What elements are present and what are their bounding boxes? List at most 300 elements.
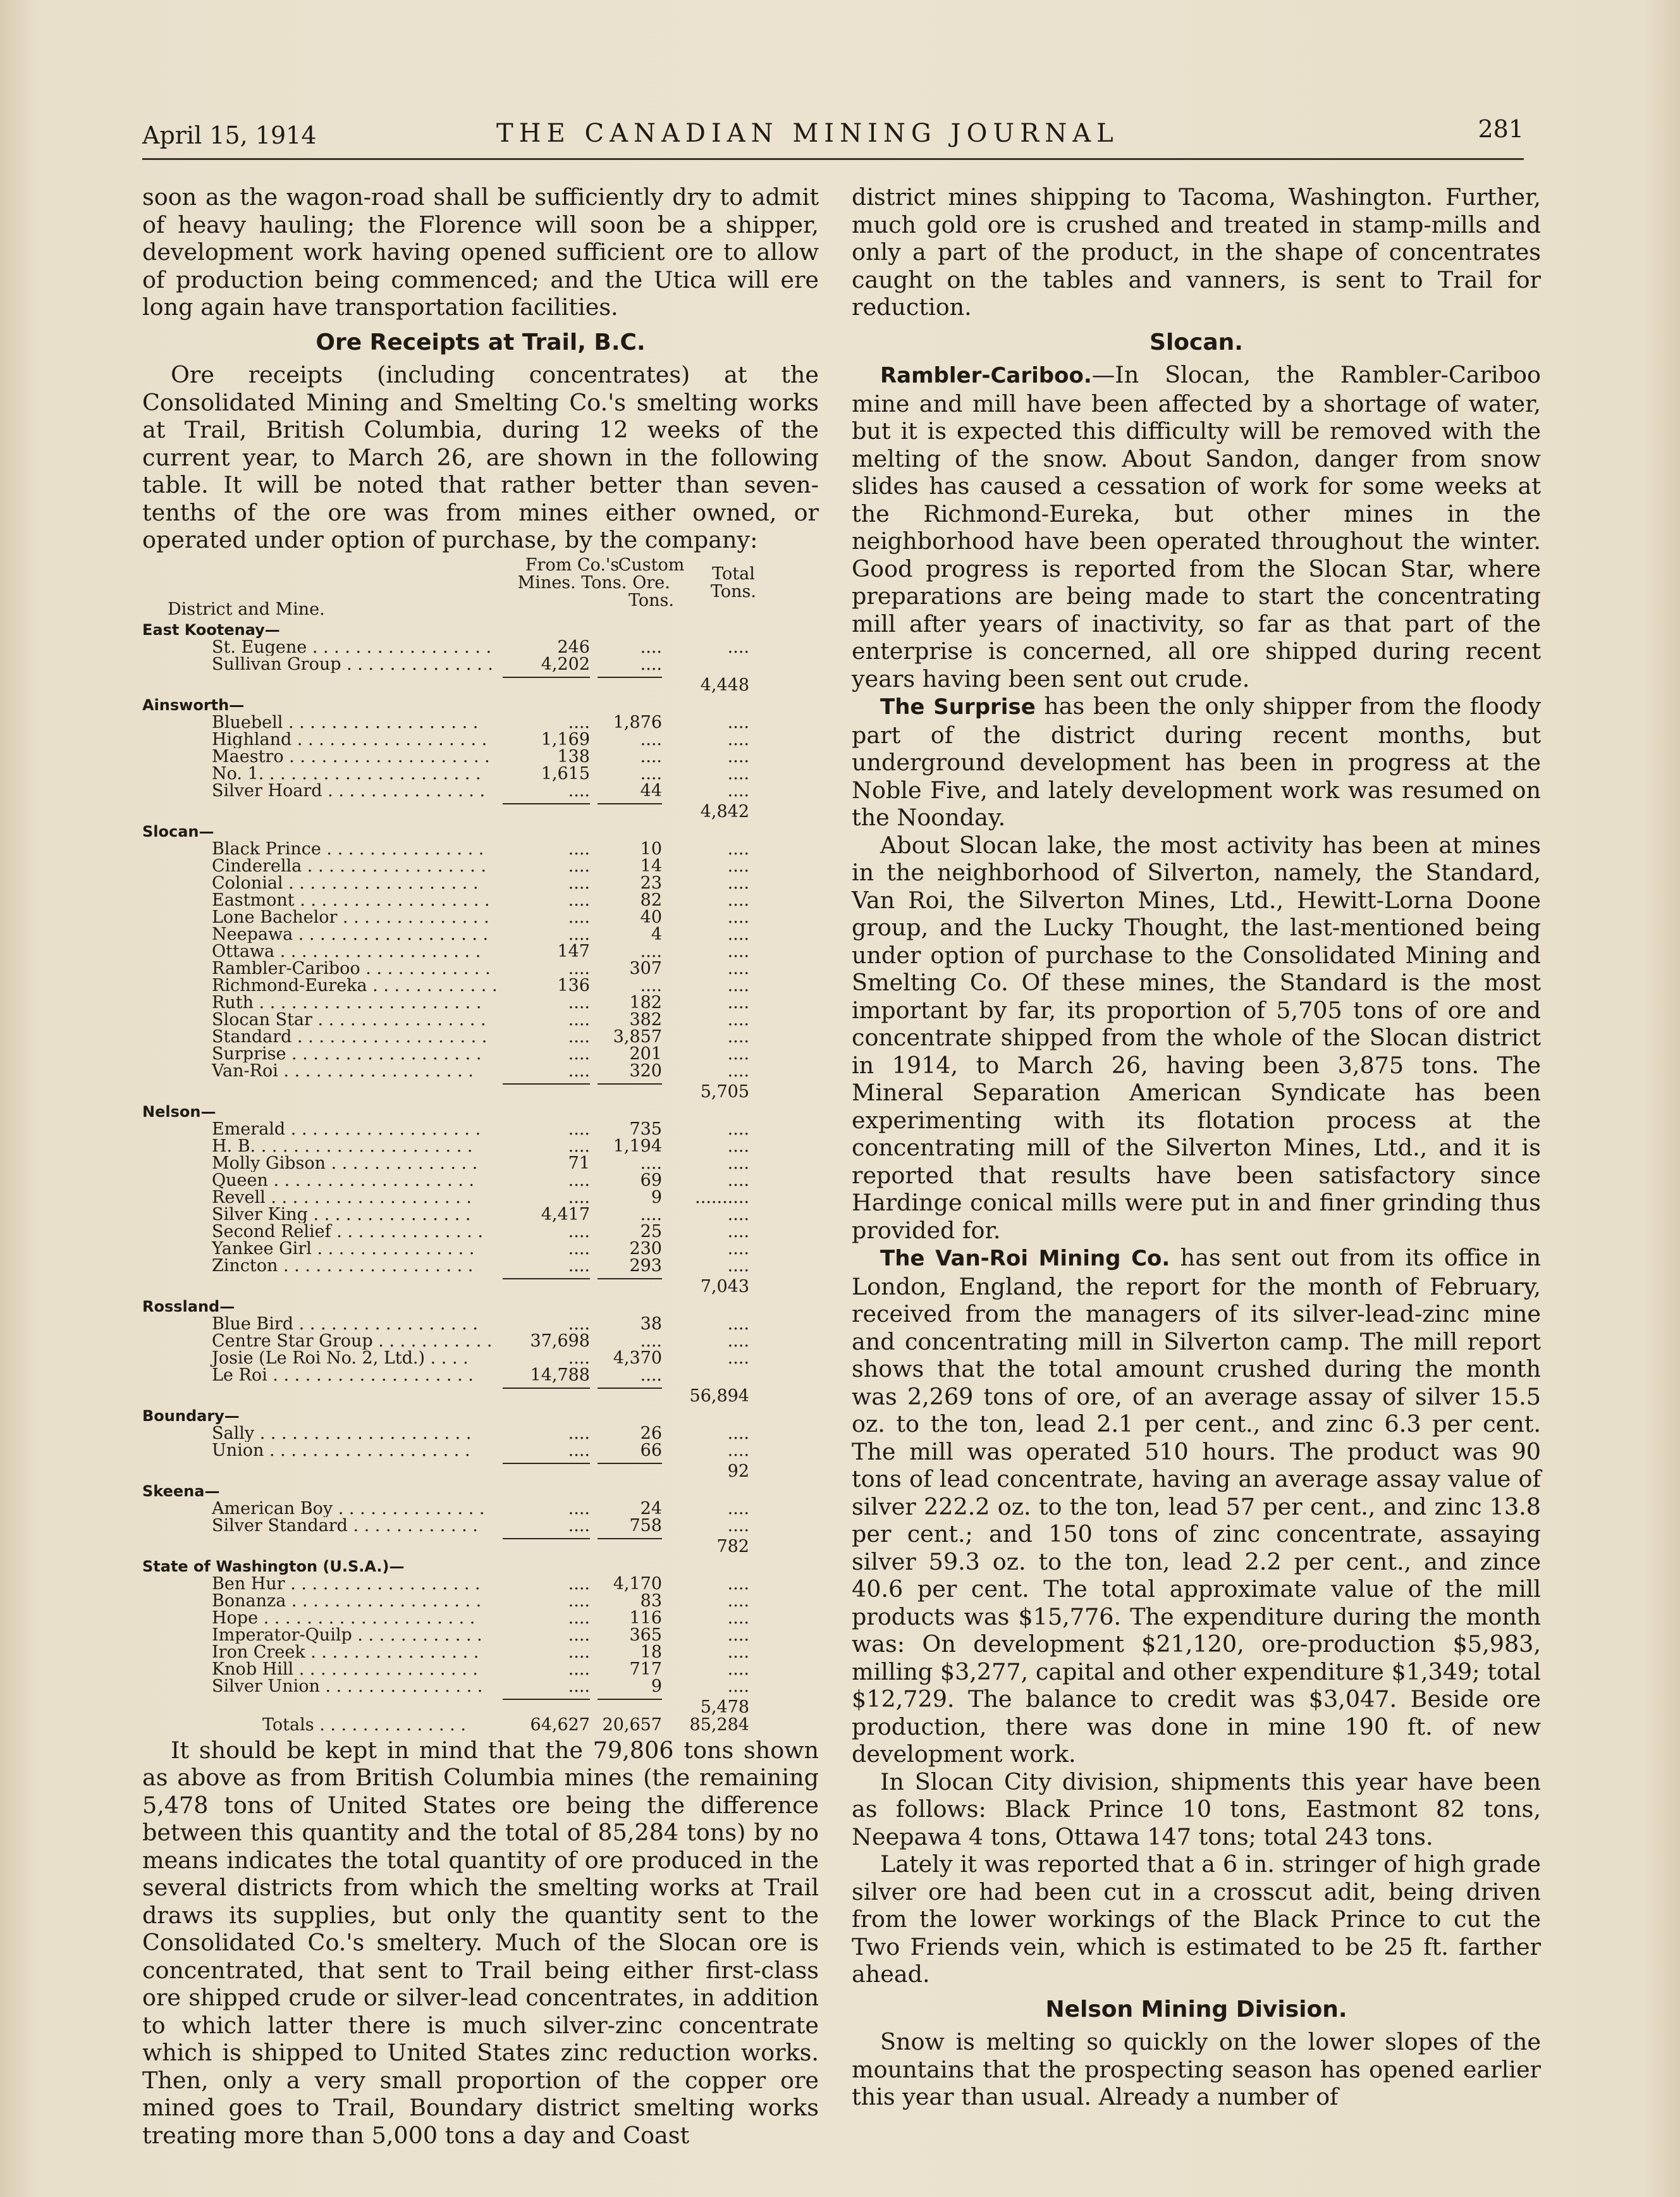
total-tons: .......... xyxy=(695,1187,749,1207)
subtotal-rule-mines xyxy=(503,1274,598,1293)
mine-name: Maestro . . . . . . . . . . . . . . . . . . . xyxy=(212,748,490,765)
custom-tons: 1,876 xyxy=(613,712,662,732)
subtotal-rule-custom xyxy=(598,799,667,818)
surprise-paragraph xyxy=(852,692,1541,832)
custom-tons: .... xyxy=(640,729,662,749)
custom-tons: 3,857 xyxy=(613,1026,662,1047)
custom-tons: 307 xyxy=(629,958,662,978)
mine-name: Ruth . . . . . . . . . . . . . . . . . . . . . xyxy=(212,994,482,1011)
subtotal-value: 4,448 xyxy=(700,675,749,695)
custom-tons: 4,370 xyxy=(613,1348,662,1368)
table-row xyxy=(142,943,819,960)
district-group-heading: Skeena— xyxy=(142,1482,220,1500)
subtotal-rule-mines xyxy=(503,673,598,692)
table-row xyxy=(142,926,819,943)
custom-tons: 24 xyxy=(640,1498,662,1518)
subtotal-spacer xyxy=(142,1534,503,1553)
custom-tons: 44 xyxy=(640,780,662,801)
rule-line xyxy=(503,1699,590,1700)
mine-name: Union . . . . . . . . . . . . . . . . . . . xyxy=(212,1441,470,1459)
mines-tons: 1,169 xyxy=(541,729,590,749)
subtotal-row xyxy=(142,1695,819,1717)
table-row xyxy=(142,714,819,731)
table-row xyxy=(142,782,819,799)
table-row xyxy=(142,1575,819,1592)
total-tons: .... xyxy=(727,1043,749,1064)
table-row xyxy=(142,748,819,765)
table-row xyxy=(142,1315,819,1332)
total-tons: .... xyxy=(727,975,749,995)
subtotal-spacer xyxy=(142,1080,503,1098)
subtotal-rule-mines xyxy=(503,1459,598,1478)
table-row xyxy=(142,840,819,858)
mine-name: Hope . . . . . . . . . . . . . . . . . . . . xyxy=(212,1609,475,1627)
mine-name: Silver King . . . . . . . . . . . . . . . xyxy=(212,1205,471,1223)
table-row xyxy=(142,977,819,994)
totals-mines: 64,627 xyxy=(530,1714,590,1735)
total-tons: .... xyxy=(727,1608,749,1628)
total-tons: .... xyxy=(727,856,749,876)
table-row xyxy=(142,1592,819,1609)
mines-tons: .... xyxy=(568,1440,590,1460)
subtotal-row xyxy=(142,799,819,822)
mine-name: Slocan Star . . . . . . . . . . . . . . . . xyxy=(212,1011,486,1028)
subtotal-rule-custom xyxy=(598,1459,667,1478)
custom-tons: 18 xyxy=(640,1642,662,1662)
table-row xyxy=(142,1121,819,1138)
left-intro-paragraph: soon as the wagon-road shall be sufficiently dry to admit of heavy hauling; the Florence will soon be a shipper, development work having opened sufficient ore to allow of production being commenced; and the Utica will ere long again have transportation facilities. xyxy=(142,183,819,321)
subtotal-rule-custom xyxy=(598,1384,667,1403)
mines-tons: 136 xyxy=(557,975,590,995)
mines-tons: 14,788 xyxy=(530,1365,590,1385)
total-tons: .... xyxy=(727,1331,749,1351)
total-tons: .... xyxy=(727,1221,749,1241)
mine-name: Silver Standard . . . . . . . . . . . . xyxy=(212,1517,478,1534)
right-intro-paragraph: district mines shipping to Tacoma, Washington. Further, much gold ore is crushed and treated in stamp-mills and only a part of the product, in the shape of concentrates caught on the tables and vanners, is sent to Trail for reduction. xyxy=(852,183,1541,321)
mine-name: No. 1. . . . . . . . . . . . . . . . . . . . . xyxy=(212,765,481,782)
mine-name: Ottawa . . . . . . . . . . . . . . . . . . . xyxy=(212,942,481,960)
mines-tons: .... xyxy=(568,890,590,910)
subtotal-row xyxy=(142,1274,819,1296)
subtotal-rule-mines xyxy=(503,799,598,818)
table-row xyxy=(142,1609,819,1627)
custom-tons: .... xyxy=(640,941,662,961)
custom-tons: 9 xyxy=(651,1187,662,1207)
rule-line xyxy=(503,803,590,804)
custom-tons: 26 xyxy=(640,1423,662,1443)
table-row xyxy=(142,1678,819,1695)
mine-name: Van-Roi . . . . . . . . . . . . . . . . . . xyxy=(212,1062,474,1080)
custom-tons: 82 xyxy=(640,890,662,910)
mines-tons: .... xyxy=(568,839,590,859)
van-roi-paragraph xyxy=(852,1244,1541,1768)
mines-tons: .... xyxy=(568,1009,590,1030)
subtotal-row xyxy=(142,1534,819,1556)
van-roi-title: The Van-Roi Mining Co. xyxy=(880,1246,1170,1271)
table-row xyxy=(142,1661,819,1678)
mines-tons: 4,202 xyxy=(541,654,590,674)
mine-name: Eastmont . . . . . . . . . . . . . . . . . . xyxy=(212,891,490,909)
subtotal-row xyxy=(142,1459,819,1481)
total-tons: .... xyxy=(727,729,749,749)
total-tons: .... xyxy=(727,1136,749,1156)
custom-tons: 25 xyxy=(640,1221,662,1241)
mine-name: Bluebell . . . . . . . . . . . . . . . . . . xyxy=(212,713,479,731)
mines-tons: .... xyxy=(568,1026,590,1047)
ore-receipts-table xyxy=(142,557,819,1735)
mine-name: Black Prince . . . . . . . . . . . . . . . xyxy=(212,840,484,858)
table-row xyxy=(142,1332,819,1350)
mine-name: Silver Union . . . . . . . . . . . . . . . xyxy=(212,1677,483,1695)
mine-name: Queen . . . . . . . . . . . . . . . . . . . xyxy=(212,1171,475,1189)
left-column xyxy=(142,183,819,2149)
mines-tons: .... xyxy=(568,924,590,944)
totals-label: Totals . . . . . . . . . . . . . . xyxy=(262,1716,466,1735)
mines-tons: 37,698 xyxy=(530,1331,590,1351)
total-tons: .... xyxy=(727,890,749,910)
custom-tons: 320 xyxy=(629,1061,662,1081)
rambler-cariboo-paragraph xyxy=(852,361,1541,692)
total-tons: .... xyxy=(727,1423,749,1443)
mines-tons: .... xyxy=(568,1498,590,1518)
total-tons: .... xyxy=(727,1255,749,1276)
subtotal-rule-custom xyxy=(598,1080,667,1098)
total-tons: .... xyxy=(727,780,749,801)
mine-name: Standard . . . . . . . . . . . . . . . . . . xyxy=(212,1028,487,1045)
subtotal-rule-custom xyxy=(598,1695,667,1714)
mines-tons: .... xyxy=(568,1573,590,1594)
mines-tons: .... xyxy=(568,1676,590,1696)
table-header xyxy=(142,557,819,617)
custom-tons: 293 xyxy=(629,1255,662,1276)
rule-line xyxy=(598,1538,662,1539)
table-row xyxy=(142,892,819,909)
van-roi-text: has sent out from its office in London, England, the report for the month of February, received from the managers of its silver-lead-zinc mine and concentrating mill in Silverton camp. The mill report shows that the total amount crushed during the month was 2,269 tons of ore, of an average assay of silver 15.5 oz. to the ton, lead 2.1 per cent., and zinc 6.3 per cent. The mill was operated 510 hours. The product was 90 tons of lead concentrate, having an average assay value of silver 222.2 oz. to the ton, lead 57 per cent., and zinc 13.8 per cent.; and 150 tons of zinc concentrate, assaying silver 59.3 oz. to the ton, lead 2.2 per cent., and zince 40.6 per cent. The total approximate value of the mill products was $15,776. The expenditure during the month was: On development $21,120, ore-production $5,983, milling $3,277, capital and other expenditure $1,349; total $12,729. The balance to credit was $3,047. Beside ore production, there was done in mine 190 ft. of new development work. xyxy=(852,1244,1541,1768)
mines-tons: 147 xyxy=(557,941,590,961)
total-tons: .... xyxy=(727,1515,749,1535)
mines-tons: .... xyxy=(568,712,590,732)
mines-tons: .... xyxy=(568,1187,590,1207)
table-body xyxy=(142,620,819,1717)
custom-tons: 116 xyxy=(629,1608,662,1628)
subtotal-row xyxy=(142,673,819,695)
mine-name: Revell . . . . . . . . . . . . . . . . . . . xyxy=(212,1188,472,1206)
col-header-custom: Custom Ore. Tons. xyxy=(618,555,685,610)
subtotal-value: 5,478 xyxy=(700,1697,749,1717)
mine-name: Yankee Girl . . . . . . . . . . . . . . . xyxy=(212,1240,475,1257)
subtotal-spacer xyxy=(142,1274,503,1293)
table-row xyxy=(142,1500,819,1517)
mine-name: Zincton . . . . . . . . . . . . . . . . . . xyxy=(212,1257,474,1274)
table-row xyxy=(142,1189,819,1206)
mine-name: Cinderella . . . . . . . . . . . . . . . . . xyxy=(212,857,487,875)
total-tons: .... xyxy=(727,1348,749,1368)
table-row xyxy=(142,858,819,875)
closing-paragraph: It should be kept in mind that the 79,806 tons shown as above as from British Columbia mines (the remaining 5,478 tons of United States ore being the difference between this quantity and the total of 85,284 tons) by no means indicates the total quantity of ore produced in the several districts from which the smelting works at Trail draws its supplies, but only the quantity sent to the Consolidated Co.'s smeltery. Much of the Slocan ore is concentrated, that sent to Trail being either first-class ore shipped crude or silver-lead concentrates, in addition to which latter there is much silver-zinc concentrate which is shipped to United States zinc reduction works. Then, only a very small proportion of the copper ore mined goes to Trail, Boundary district smelting works treating more than 5,000 tons a day and Coast xyxy=(142,1736,819,2149)
custom-tons: 23 xyxy=(640,873,662,893)
rule-line xyxy=(598,1699,662,1700)
total-tons: .... xyxy=(727,1642,749,1662)
table-row xyxy=(142,1062,819,1080)
rule-line xyxy=(503,1388,590,1389)
total-tons: .... xyxy=(727,1170,749,1190)
totals-total: 85,284 xyxy=(689,1714,749,1735)
page-number: 281 xyxy=(1478,115,1524,143)
table-row xyxy=(142,1425,819,1442)
subtotal-value: 7,043 xyxy=(700,1276,749,1296)
custom-tons: 1,194 xyxy=(613,1136,662,1156)
right-column xyxy=(852,183,1541,2111)
mine-name: Emerald . . . . . . . . . . . . . . . . . . xyxy=(212,1120,481,1138)
mines-tons: .... xyxy=(568,992,590,1012)
table-row xyxy=(142,909,819,926)
custom-tons: .... xyxy=(640,746,662,766)
table-row xyxy=(142,1627,819,1644)
subtotal-rule-mines xyxy=(503,1695,598,1714)
subtotal-row xyxy=(142,1080,819,1102)
rule-line xyxy=(503,1538,590,1539)
mines-tons: .... xyxy=(568,1625,590,1645)
ore-receipts-heading: Ore Receipts at Trail, B.C. xyxy=(316,329,646,355)
custom-tons: 365 xyxy=(629,1625,662,1645)
mine-name: Silver Hoard . . . . . . . . . . . . . . . xyxy=(212,782,486,799)
subtotal-spacer xyxy=(142,1695,503,1714)
mines-tons: .... xyxy=(568,1423,590,1443)
table-row xyxy=(142,1206,819,1223)
rule-line xyxy=(598,1463,662,1464)
total-tons: .... xyxy=(727,1119,749,1139)
district-group-heading: Ainsworth— xyxy=(142,696,245,714)
table-row xyxy=(142,656,819,673)
table-row xyxy=(142,1257,819,1274)
total-tons: .... xyxy=(727,637,749,657)
total-tons: .... xyxy=(727,746,749,766)
surprise-text: has been the only shipper from the floody part of the district during recent months, but underground development has been in progress at the Noble Five, and lately development work was resumed on the Noonday. xyxy=(852,692,1541,831)
district-group-heading: State of Washington (U.S.A.)— xyxy=(142,1557,405,1575)
subtotal-value: 5,705 xyxy=(700,1081,749,1102)
surprise-title: The Surprise xyxy=(880,694,1036,720)
custom-tons: 40 xyxy=(640,907,662,927)
mines-tons: .... xyxy=(568,1515,590,1535)
subtotal-rule-custom xyxy=(598,673,667,692)
subtotal-spacer xyxy=(142,799,503,818)
custom-tons: 4,170 xyxy=(613,1573,662,1594)
col-header-total: Total Tons. xyxy=(711,563,756,601)
table-row xyxy=(142,1138,819,1155)
mine-name: H. B. . . . . . . . . . . . . . . . . . . . . xyxy=(212,1137,473,1155)
total-tons: .... xyxy=(727,941,749,961)
total-tons: .... xyxy=(727,1061,749,1081)
subtotal-value: 92 xyxy=(727,1461,749,1481)
table-row xyxy=(142,1350,819,1367)
slocan-lake-paragraph: About Slocan lake, the most activity has been at mines in the neighborhood of Silverton, namely, the Standard, Van Roi, the Silverton Mines, Ltd., Hewitt-Lorna Doone group, and the Lucky Thought, the last-mentioned being under option of purchase to the Consolidated Mining and Smelting Co. Of these mines, the Standard is the most important by far, its proportion of 5,705 tons of ore and concentrate shipped from the whole of the Slocan district in 1914, to March 26, having been 3,875 tons. The Mineral Separation American Syndicate has been experimenting with its flotation process at the concentrating mill of the Silverton Mines, Ltd., and it is reported that results have been satisfactory since Hardinge conical mills were put in and finer grinding thus provided for. xyxy=(852,831,1541,1244)
mine-name: Josie (Le Roi No. 2, Ltd.) . . . . xyxy=(212,1349,469,1367)
custom-tons: 382 xyxy=(629,1009,662,1030)
table-row xyxy=(142,960,819,977)
mine-name: St. Eugene . . . . . . . . . . . . . . . . . xyxy=(212,638,492,656)
custom-tons: .... xyxy=(640,1153,662,1173)
subtotal-rule-custom xyxy=(598,1274,667,1293)
mines-tons: .... xyxy=(568,1136,590,1156)
mine-name: Lone Bachelor . . . . . . . . . . . . . . xyxy=(212,908,489,926)
custom-tons: .... xyxy=(640,763,662,784)
header-date: April 15, 1914 xyxy=(142,121,317,149)
mines-tons: .... xyxy=(568,1591,590,1611)
table-row xyxy=(142,731,819,748)
district-group-heading: Rossland— xyxy=(142,1297,235,1315)
custom-tons: 182 xyxy=(629,992,662,1012)
total-tons: .... xyxy=(727,839,749,859)
mines-tons: .... xyxy=(568,1119,590,1139)
custom-tons: .... xyxy=(640,1331,662,1351)
table-row xyxy=(142,1367,819,1384)
journal-title: THE CANADIAN MINING JOURNAL xyxy=(496,119,1119,148)
table-row xyxy=(142,1045,819,1062)
total-tons xyxy=(667,1367,768,1384)
total-tons: .... xyxy=(727,1573,749,1594)
mines-tons: .... xyxy=(568,1348,590,1368)
mine-name: Sally . . . . . . . . . . . . . . . . . . . . xyxy=(212,1424,472,1442)
custom-tons: 230 xyxy=(629,1238,662,1259)
custom-tons: 38 xyxy=(640,1314,662,1334)
total-tons: .... xyxy=(727,712,749,732)
mine-name: Iron Creek . . . . . . . . . . . . . . . . xyxy=(212,1643,479,1661)
district-label: District and Mine. xyxy=(168,599,325,619)
custom-tons: 717 xyxy=(629,1659,662,1679)
col-header-mines: From Co.'s Mines. Tons. xyxy=(517,555,627,593)
total-tons: .... xyxy=(727,1238,749,1259)
mine-name: Highland . . . . . . . . . . . . . . . . . . xyxy=(212,730,487,748)
subtotal-rule-mines xyxy=(503,1080,598,1098)
rambler-cariboo-text: —In Slocan, the Rambler-Cariboo mine and mill have been affected by a shortage of water, but it is expected this difficulty will be removed with the melting of the snow. About Sandon, danger from snow slides has caused a cessation of work for some weeks at the Richmond-Eureka, but other mines in the neighborhood have been operated throughout the winter. Good progress is reported from the Slocan Star, where preparations are being made to start the concentrating mill after years of inactivity, so far as that part of the enterprise is concerned, all ore shipped during recent years having been sent out crude. xyxy=(852,361,1541,692)
mines-tons: .... xyxy=(568,1255,590,1276)
total-tons: .... xyxy=(727,907,749,927)
page-header xyxy=(142,114,1524,160)
mines-tons: .... xyxy=(568,1314,590,1334)
custom-tons: 4 xyxy=(651,924,662,944)
table-row xyxy=(142,1155,819,1172)
custom-tons: 69 xyxy=(640,1170,662,1190)
custom-tons: 9 xyxy=(651,1676,662,1696)
slocan-heading: Slocan. xyxy=(1150,329,1243,355)
mine-name: Imperator-Quilp . . . . . . . . . . . . xyxy=(212,1626,482,1644)
mines-tons: .... xyxy=(568,1608,590,1628)
mines-tons: .... xyxy=(568,1221,590,1241)
district-group-heading: Slocan— xyxy=(142,822,214,840)
custom-tons: .... xyxy=(640,1204,662,1224)
totals-row xyxy=(142,1716,819,1735)
total-tons: .... xyxy=(727,763,749,784)
total-tons: .... xyxy=(727,1659,749,1679)
table-row xyxy=(142,1028,819,1045)
subtotal-value: 4,842 xyxy=(700,801,749,822)
subtotal-spacer xyxy=(142,1384,503,1403)
nelson-division-heading: Nelson Mining Division. xyxy=(1045,1996,1347,2022)
custom-tons: 758 xyxy=(629,1515,662,1535)
total-tons: .... xyxy=(727,873,749,893)
custom-tons: .... xyxy=(640,975,662,995)
mine-name: American Boy . . . . . . . . . . . . . . xyxy=(212,1499,485,1517)
rule-line xyxy=(598,1083,662,1085)
snow-paragraph: Snow is melting so quickly on the lower slopes of the mountains that the prospecting season has opened earlier this year than usual. Already a number of xyxy=(852,2028,1541,2110)
custom-tons: 10 xyxy=(640,839,662,859)
total-tons: .... xyxy=(727,1440,749,1460)
mines-tons: 4,417 xyxy=(541,1204,590,1224)
total-tons: .... xyxy=(727,1204,749,1224)
subtotal-rule-mines xyxy=(503,1534,598,1553)
table-row xyxy=(142,1172,819,1189)
custom-tons: .... xyxy=(640,654,662,674)
rule-line xyxy=(598,677,662,678)
table-row xyxy=(142,1011,819,1028)
table-row xyxy=(142,1223,819,1240)
rule-line xyxy=(503,1083,590,1085)
total-tons: .... xyxy=(727,1676,749,1696)
subtotal-rule-mines xyxy=(503,1384,598,1403)
mines-tons: .... xyxy=(568,1659,590,1679)
custom-tons: 201 xyxy=(629,1043,662,1064)
rambler-cariboo-title: Rambler-Cariboo. xyxy=(880,363,1092,388)
rule-line xyxy=(598,1278,662,1279)
total-tons: .... xyxy=(727,1153,749,1173)
mines-tons: 246 xyxy=(557,637,590,657)
rule-line xyxy=(598,1388,662,1389)
mine-name: Second Relief . . . . . . . . . . . . . . xyxy=(212,1222,483,1240)
district-group-heading: Boundary— xyxy=(142,1406,240,1425)
custom-tons: .... xyxy=(640,637,662,657)
subtotal-value: 56,894 xyxy=(689,1386,749,1406)
table-row xyxy=(142,994,819,1011)
mines-tons: 1,615 xyxy=(541,763,590,784)
subtotal-spacer xyxy=(142,673,503,692)
total-tons: .... xyxy=(727,924,749,944)
table-row xyxy=(142,875,819,892)
subtotal-spacer xyxy=(142,1459,503,1478)
total-tons: .... xyxy=(727,958,749,978)
mine-name: Ben Hur . . . . . . . . . . . . . . . . . . xyxy=(212,1575,481,1592)
total-tons: .... xyxy=(727,1314,749,1334)
mine-name: Le Roi . . . . . . . . . . . . . . . . . . . xyxy=(212,1366,474,1384)
mine-name: Surprise . . . . . . . . . . . . . . . . . . xyxy=(212,1045,482,1062)
mine-name: Colonial . . . . . . . . . . . . . . . . . . xyxy=(212,874,479,892)
custom-tons: 735 xyxy=(629,1119,662,1139)
total-tons xyxy=(667,656,768,673)
custom-tons: 66 xyxy=(640,1440,662,1460)
mines-tons: 71 xyxy=(568,1153,590,1173)
table-row xyxy=(142,765,819,782)
table-row xyxy=(142,639,819,656)
mine-name: Sullivan Group . . . . . . . . . . . . . . xyxy=(212,655,493,673)
mines-tons: 138 xyxy=(557,746,590,766)
totals-custom: 20,657 xyxy=(602,1714,662,1735)
mines-tons: .... xyxy=(568,1642,590,1662)
subtotal-row xyxy=(142,1384,819,1406)
ore-receipts-paragraph: Ore receipts (including concentrates) at the Consolidated Mining and Smelting Co.'s smelting works at Trail, British Columbia, during 12 weeks of the current year, to March 26, are shown in the following table. It will be noted that rather better than seven-tenths of the ore was from mines either owned, or operated under option of purchase, by the company: xyxy=(142,361,819,553)
mine-name: Centre Star Group . . . . . . . . . . . xyxy=(212,1332,493,1350)
mine-name: Richmond-Eureka . . . . . . . . . . . . xyxy=(212,976,498,994)
mine-name: Neepawa . . . . . . . . . . . . . . . . . . xyxy=(212,925,489,943)
mine-name: Knob Hill . . . . . . . . . . . . . . . . . xyxy=(212,1660,478,1678)
mines-tons: .... xyxy=(568,856,590,876)
mine-name: Molly Gibson . . . . . . . . . . . . . . xyxy=(212,1154,478,1172)
total-tons: .... xyxy=(727,1498,749,1518)
table-row xyxy=(142,1517,819,1534)
total-tons: .... xyxy=(727,1026,749,1047)
mines-tons: .... xyxy=(568,1061,590,1081)
mines-tons: .... xyxy=(568,907,590,927)
mine-name: Blue Bird . . . . . . . . . . . . . . . . . xyxy=(212,1315,478,1332)
total-tons: .... xyxy=(727,1591,749,1611)
